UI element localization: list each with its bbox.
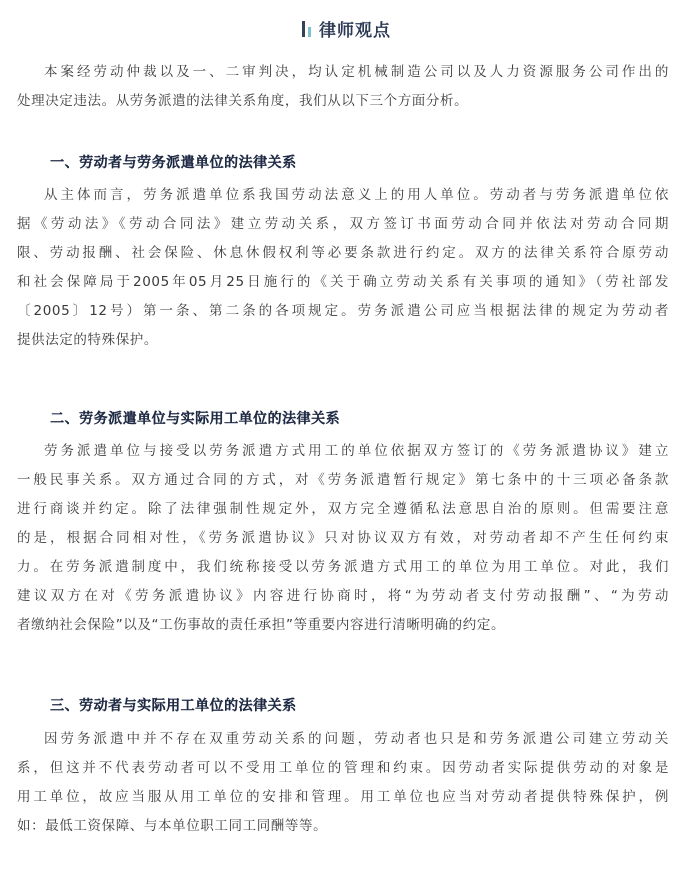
paragraph-line: 提供法定的特殊保护。 (17, 332, 158, 348)
section-1-paragraph (17, 181, 669, 355)
paragraph-line: 一般民事关系。双方通过合同的方式，对《劳务派遣暂行规定》第七条中的十三项必备条款 (17, 472, 669, 488)
paragraph-line: 限、劳动报酬、社会保险、休息休假权利等必要条款进行约定。双方的法律关系符合原劳动 (17, 245, 669, 261)
paragraph-line: 据《劳动法》《劳动合同法》建立劳动关系，双方签订书面劳动合同并依法对劳动合同期 (17, 216, 669, 232)
intro-paragraph (17, 58, 669, 116)
paragraph-line: 力。在劳务派遣制度中，我们统称接受以劳务派遣方式用工的单位为用工单位。对此，我们 (17, 559, 669, 575)
paragraph-line: 进行商谈并约定。除了法律强制性规定外，双方完全遵循私法意思自治的原则。但需要注意 (17, 501, 669, 517)
section-2-paragraph (17, 437, 669, 640)
paragraph-line: 因劳务派遣中并不存在双重劳动关系的问题，劳动者也只是和劳务派遣公司建立劳动关 (44, 731, 669, 747)
paragraph-line: 〔2005〕12号）第一条、第二条的各项规定。劳务派遣公司应当根据法律的规定为劳动者 (17, 303, 669, 319)
paragraph-line: 者缴纳社会保险”以及“工伤事故的责任承担”等重要内容进行清晰明确的约定。 (17, 617, 506, 633)
paragraph-line: 劳务派遣单位与接受以劳务派遣方式用工的单位依据双方签订的《劳务派遣协议》建立 (44, 443, 669, 459)
paragraph-line: 用工单位，故应当服从用工单位的安排和管理。用工单位也应当对劳动者提供特殊保护，例 (17, 789, 669, 805)
paragraph-line: 本案经劳动仲裁以及一、二审判决，均认定机械制造公司以及人力资源服务公司作出的 (44, 64, 669, 80)
title-block (302, 16, 391, 41)
title-row (0, 14, 693, 42)
section-heading-2: 二、劳务派遣单位与实际用工单位的法律关系 (50, 411, 340, 427)
paragraph-line: 从主体而言，劳务派遣单位系我国劳动法意义上的用人单位。劳动者与劳务派遣单位依 (44, 187, 669, 203)
title-bars-icon (302, 19, 311, 37)
paragraph-line: 如：最低工资保障、与本单位职工同工同酬等等。 (17, 818, 328, 834)
paragraph-line: 系，但这并不代表劳动者可以不受用工单位的管理和约束。因劳动者实际提供劳动的对象是 (17, 760, 669, 776)
paragraph-line: 和社会保障局于2005年05月25日施行的《关于确立劳动关系有关事项的通知》（劳社部发 (17, 274, 669, 290)
paragraph-line: 的是，根据合同相对性，《劳务派遣协议》只对协议双方有效，对劳动者却不产生任何约束 (17, 530, 669, 546)
page-title: 律师观点 (319, 20, 391, 41)
section-3-paragraph (17, 725, 669, 841)
section-heading-3: 三、劳动者与实际用工单位的法律关系 (50, 698, 297, 714)
paragraph-line: 处理决定违法。从劳务派遣的法律关系角度，我们从以下三个方面分析。 (17, 93, 469, 109)
paragraph-line: 建议双方在对《劳务派遣协议》内容进行协商时，将“为劳动者支付劳动报酬”、“为劳动 (17, 588, 669, 604)
section-heading-1: 一、劳动者与劳务派遣单位的法律关系 (50, 155, 297, 171)
